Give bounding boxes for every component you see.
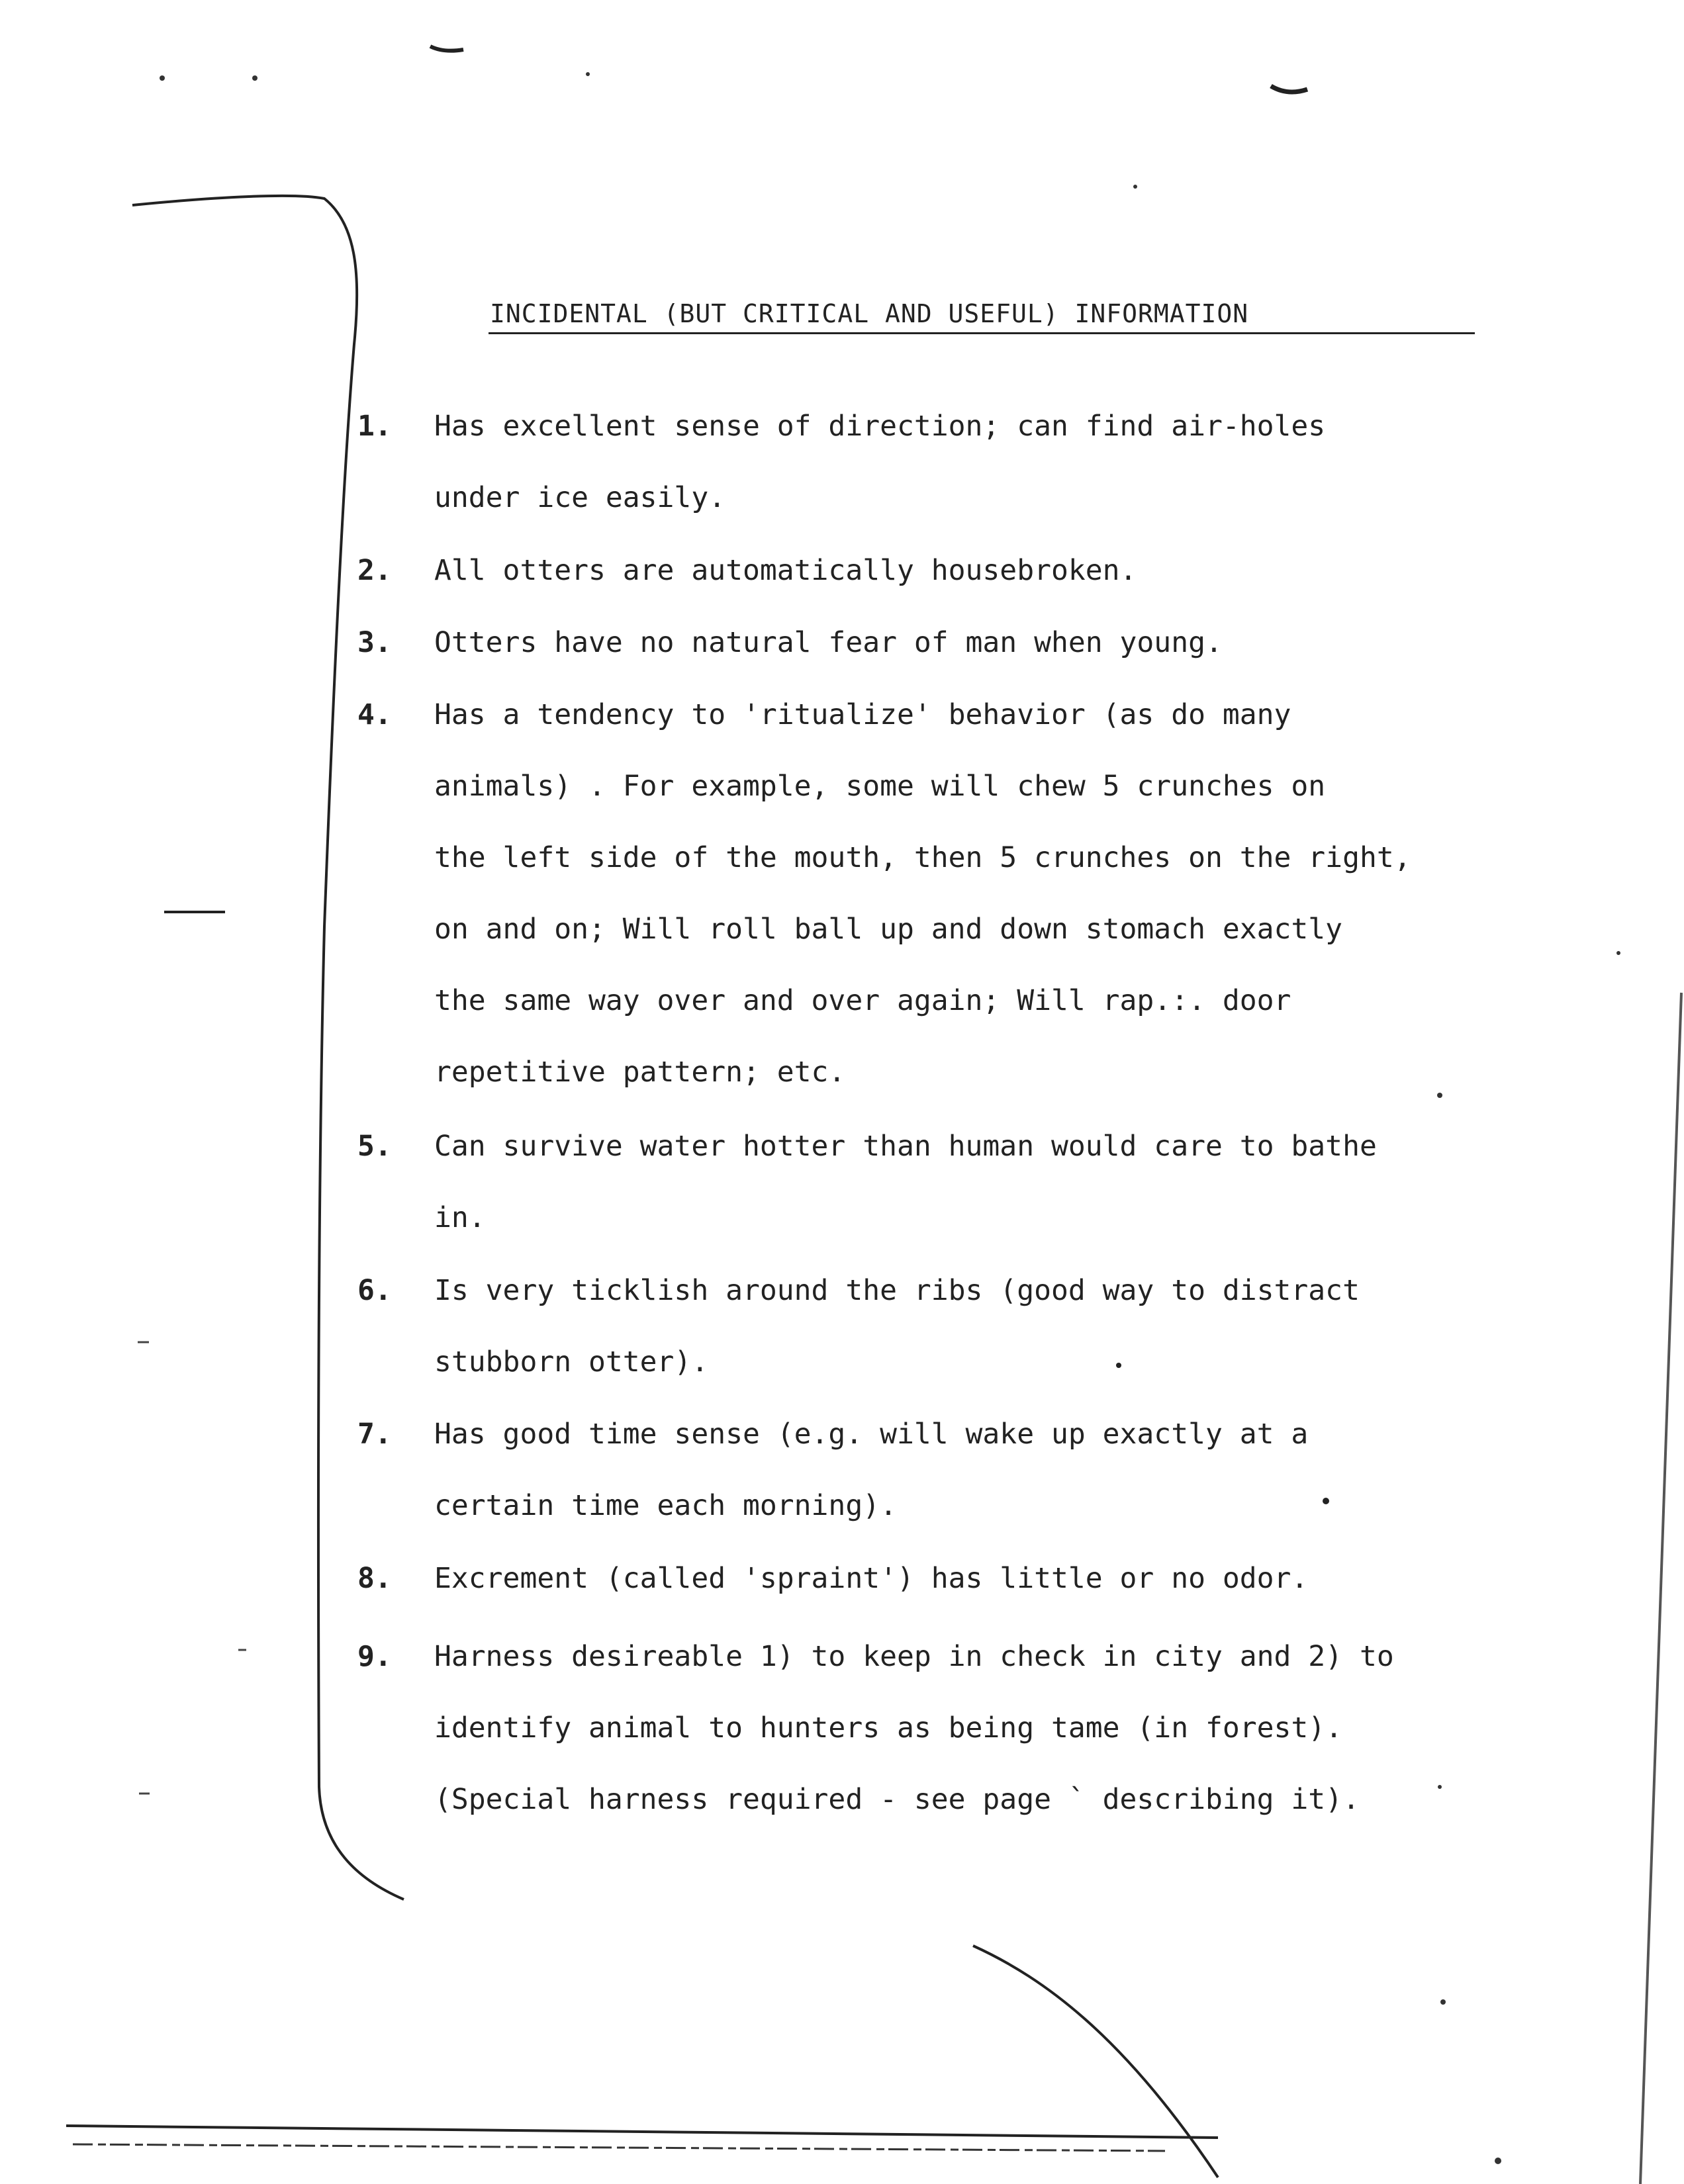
item-number: 2. xyxy=(357,554,392,587)
item-number: 7. xyxy=(357,1418,392,1451)
speck xyxy=(1133,185,1137,189)
speck xyxy=(1616,951,1620,955)
page-edge xyxy=(1640,993,1681,2184)
top-smudge xyxy=(430,46,463,51)
item-number: 5. xyxy=(357,1130,392,1163)
bottom-rule xyxy=(66,2126,1218,2138)
item-number: 6. xyxy=(357,1274,392,1307)
item-number: 3. xyxy=(357,626,392,659)
list-item xyxy=(357,1111,1549,1253)
list-item xyxy=(357,679,1549,1108)
item-text: Has good time sense (e.g. will wake up exactly at a certain time each morning). xyxy=(434,1418,1309,1522)
list-item xyxy=(357,1543,1549,1614)
bottom-diagonal xyxy=(973,1946,1218,2177)
list-item xyxy=(357,1621,1549,1835)
item-text: Harness desireable 1) to keep in check in city and 2) to identify animal to hunters as being tame (in forest). (Special harness required - see page ` describing it). xyxy=(434,1640,1394,1816)
list-item xyxy=(357,535,1549,606)
item-text: Otters have no natural fear of man when young. xyxy=(434,626,1223,659)
list-item xyxy=(357,607,1549,678)
item-number: 4. xyxy=(357,698,392,731)
item-number: 9. xyxy=(357,1640,392,1673)
list-item xyxy=(357,390,1549,533)
item-text: Excrement (called 'spraint') has little or no odor. xyxy=(434,1562,1309,1595)
item-text: Can survive water hotter than human would care to bathe in. xyxy=(434,1130,1377,1234)
speck xyxy=(1495,2158,1501,2164)
speck xyxy=(586,72,590,76)
item-text: Has excellent sense of direction; can find air-holes under ice easily. xyxy=(434,410,1326,514)
title-underline xyxy=(489,332,1475,334)
speck xyxy=(160,75,165,81)
item-text: Has a tendency to 'ritualize' behavior (as do many animals) . For example, some will chew 5 crunches on the left side of the mouth, then 5 crunches on the right, on and on; Will roll ball up and down stomach exactly the same way over and over again; Will rap.:. door repetitive pattern; etc. xyxy=(434,698,1411,1089)
item-number: 8. xyxy=(357,1562,392,1595)
list-item xyxy=(357,1398,1549,1541)
item-text: All otters are automatically housebroken. xyxy=(434,554,1137,587)
page-title: INCIDENTAL (BUT CRITICAL AND USEFUL) INFORMATION xyxy=(490,299,1249,328)
top-smudge xyxy=(1271,86,1307,92)
list-item xyxy=(357,1255,1549,1398)
bottom-rule-dashed xyxy=(73,2144,1165,2151)
item-number: 1. xyxy=(357,410,392,443)
speck xyxy=(252,75,257,81)
speck xyxy=(1440,1999,1446,2005)
item-text: Is very ticklish around the ribs (good way to distract stubborn otter). xyxy=(434,1274,1360,1379)
